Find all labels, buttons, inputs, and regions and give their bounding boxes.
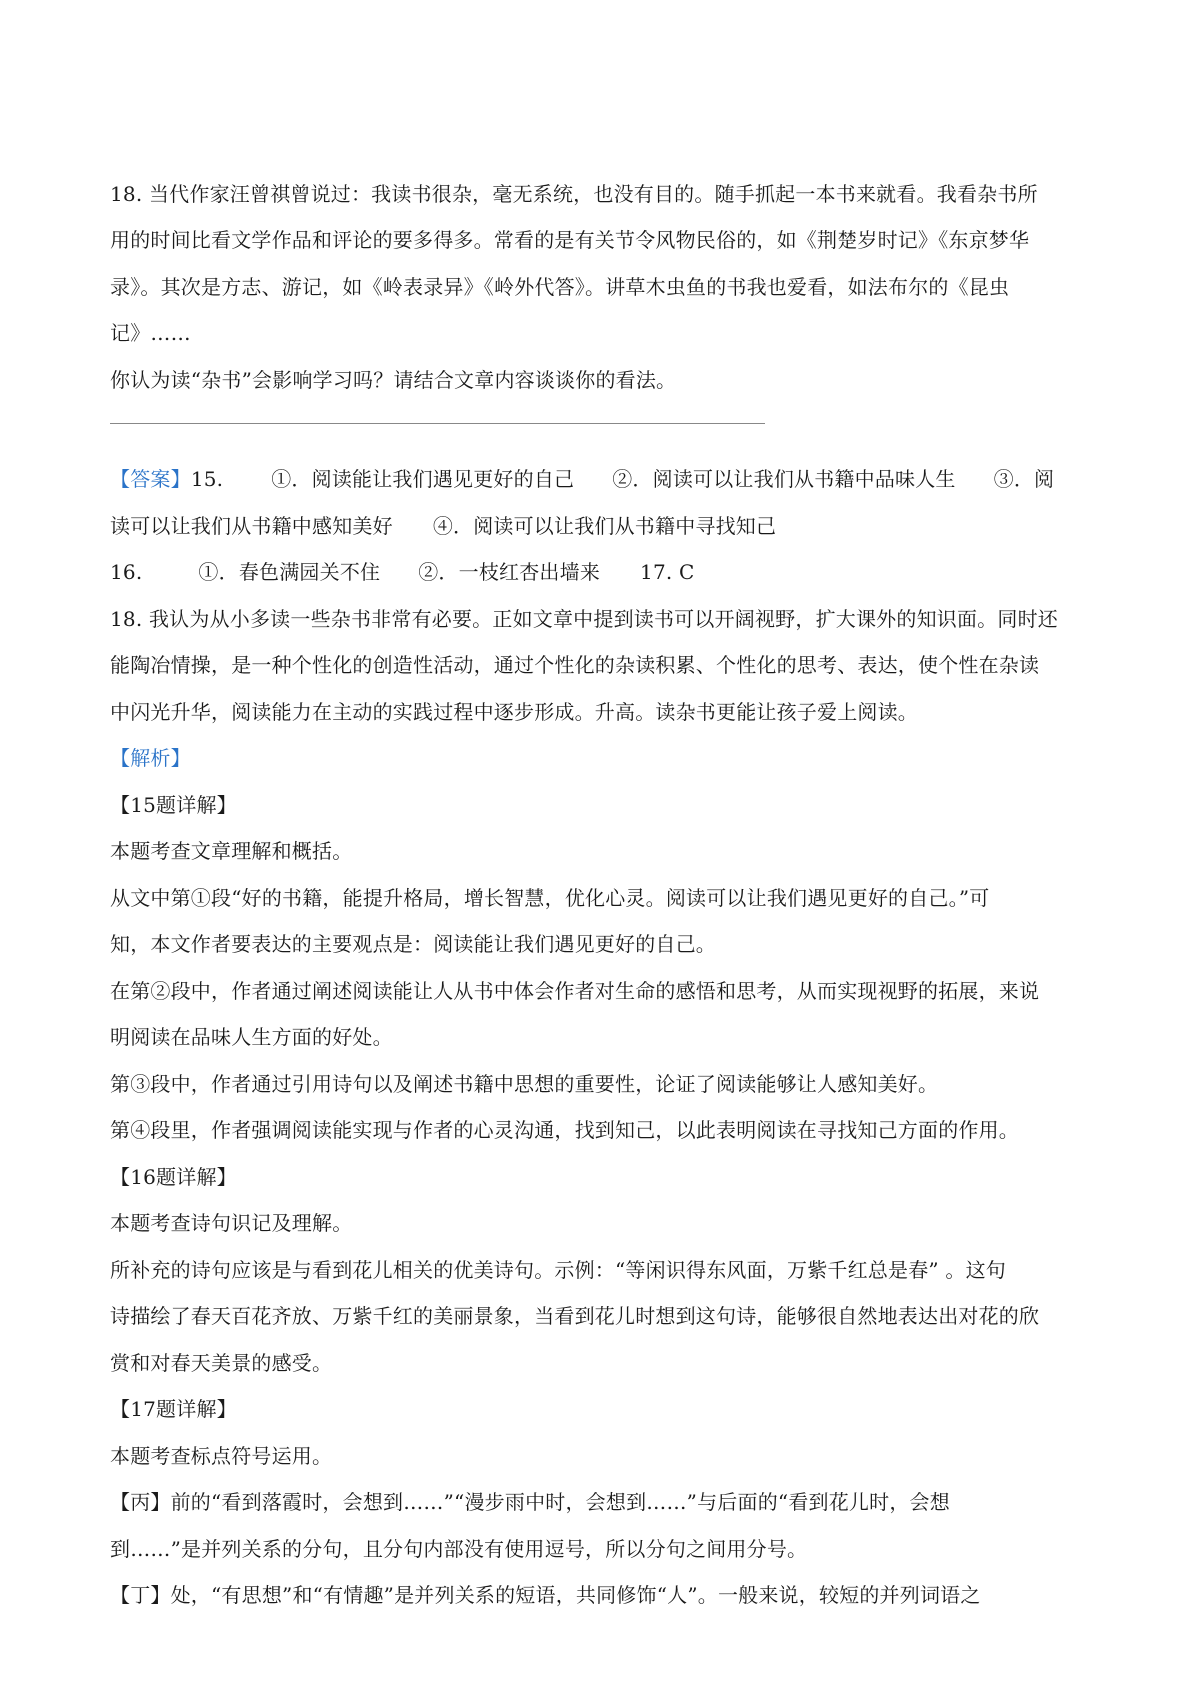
- analysis-line-18: 【丁】处，“有思想”和“有情趣”是并列关系的短语，共同修饰“人”。一般来说，较短的并列词语之: [110, 1583, 981, 1607]
- q18-line-5: 你认为读“杂书”会影响学习吗？请结合文章内容谈谈你的看法。: [110, 368, 677, 392]
- q18-line-2: 用的时间比看文学作品和评论的要多得多。常看的是有关节令风物民俗的，如《荆楚岁时记》《东京梦华: [110, 228, 1030, 252]
- q15-item-2: ②．阅读可以让我们从书籍中品味人生: [612, 467, 956, 491]
- analysis-line-9: 【16题详解】: [110, 1165, 237, 1189]
- analysis-line-10: 本题考查诗句识记及理解。: [110, 1211, 353, 1235]
- analysis-line-11: 所补充的诗句应该是与看到花儿相关的优美诗句。示例：“等闲识得东风面，万紫千红总是春” 。这句: [110, 1258, 1007, 1282]
- q16-item-2: ②．一枝红杏出墙来: [418, 560, 601, 584]
- analysis-line-5: 在第②段中，作者通过阐述阅读能让人从书中体会作者对生命的感悟和思考，从而实现视野的拓展，来说: [110, 979, 1040, 1003]
- answer-line-2: [110, 503, 1100, 550]
- answer-blank-line: [110, 423, 765, 424]
- analysis-line-13: 赏和对春天美景的感受。: [110, 1351, 333, 1375]
- analysis-line-15: 本题考查标点符号运用。: [110, 1444, 333, 1468]
- answer-tag: 【答案】: [110, 467, 191, 491]
- analysis-line-14: 【17题详解】: [110, 1397, 237, 1421]
- analysis-line-6: 明阅读在品味人生方面的好处。: [110, 1025, 393, 1049]
- analysis-line-3: 从文中第①段“好的书籍，能提升格局，增长智慧，优化心灵。阅读可以让我们遇见更好的自己。”可: [110, 886, 990, 910]
- q15-item-3-end: 读可以让我们从书籍中感知美好: [110, 514, 393, 538]
- analysis-tag: 【解析】: [110, 746, 191, 770]
- answer-q18-line-2: 能陶冶情操，是一种个性化的创造性活动，通过个性化的杂读积累、个性化的思考、表达，使个性在杂读: [110, 653, 1040, 677]
- q15-item-4: ④．阅读可以让我们从书籍中寻找知己: [432, 514, 777, 538]
- q18-line-3: 录》。其次是方志、游记，如《岭表录异》《岭外代答》。讲草木虫鱼的书我也爱看，如法布尔的《昆虫: [110, 275, 1010, 299]
- analysis-line-12: 诗描绘了春天百花齐放、万紫千红的美丽景象，当看到花儿时想到这句诗，能够很自然地表达出对花的欣: [110, 1304, 1040, 1328]
- analysis-line-7: 第③段中，作者通过引用诗句以及阐述书籍中思想的重要性，论证了阅读能够让人感知美好。: [110, 1072, 939, 1096]
- q15-label: 15.: [190, 467, 224, 491]
- analysis-line-16: 【丙】前的“看到落霞时，会想到……”“漫步雨中时，会想到……”与后面的“看到花儿时，会想: [110, 1490, 950, 1514]
- q16-item-1: ①．春色满园关不住: [198, 560, 381, 584]
- analysis-line-1: 【15题详解】: [110, 793, 237, 817]
- analysis-line-4: 知，本文作者要表达的主要观点是：阅读能让我们遇见更好的自己。: [110, 932, 716, 956]
- analysis-line-8: 第④段里，作者强调阅读能实现与作者的心灵沟通，找到知己，以此表明阅读在寻找知己方面的作用。: [110, 1118, 1019, 1142]
- analysis-line-17: 到……”是并列关系的分句，且分句内部没有使用逗号，所以分句之间用分号。: [110, 1537, 808, 1561]
- answer-q18-line-3: 中闪光升华，阅读能力在主动的实践过程中逐步形成。升高。读杂书更能让孩子爱上阅读。: [110, 700, 918, 724]
- q15-item-1: ①．阅读能让我们遇见更好的自己: [271, 467, 575, 491]
- answer-line-3: [110, 549, 1100, 596]
- q18-line-1: 18. 当代作家汪曾祺曾说过：我读书很杂，毫无系统，也没有目的。随手抓起一本书来就看。我看杂书所: [110, 182, 1038, 206]
- q18-line-4: 记》……: [110, 321, 191, 345]
- analysis-line-2: 本题考查文章理解和概括。: [110, 839, 353, 863]
- q17-answer: 17. C: [640, 560, 695, 584]
- answer-q18-line-1: 18. 我认为从小多读一些杂书非常有必要。正如文章中提到读书可以开阔视野，扩大课外的知识面。同时还: [110, 607, 1058, 631]
- q16-label: 16.: [110, 560, 143, 584]
- answer-line-1: [110, 456, 1100, 503]
- q15-item-3-start: ③．阅: [993, 467, 1055, 491]
